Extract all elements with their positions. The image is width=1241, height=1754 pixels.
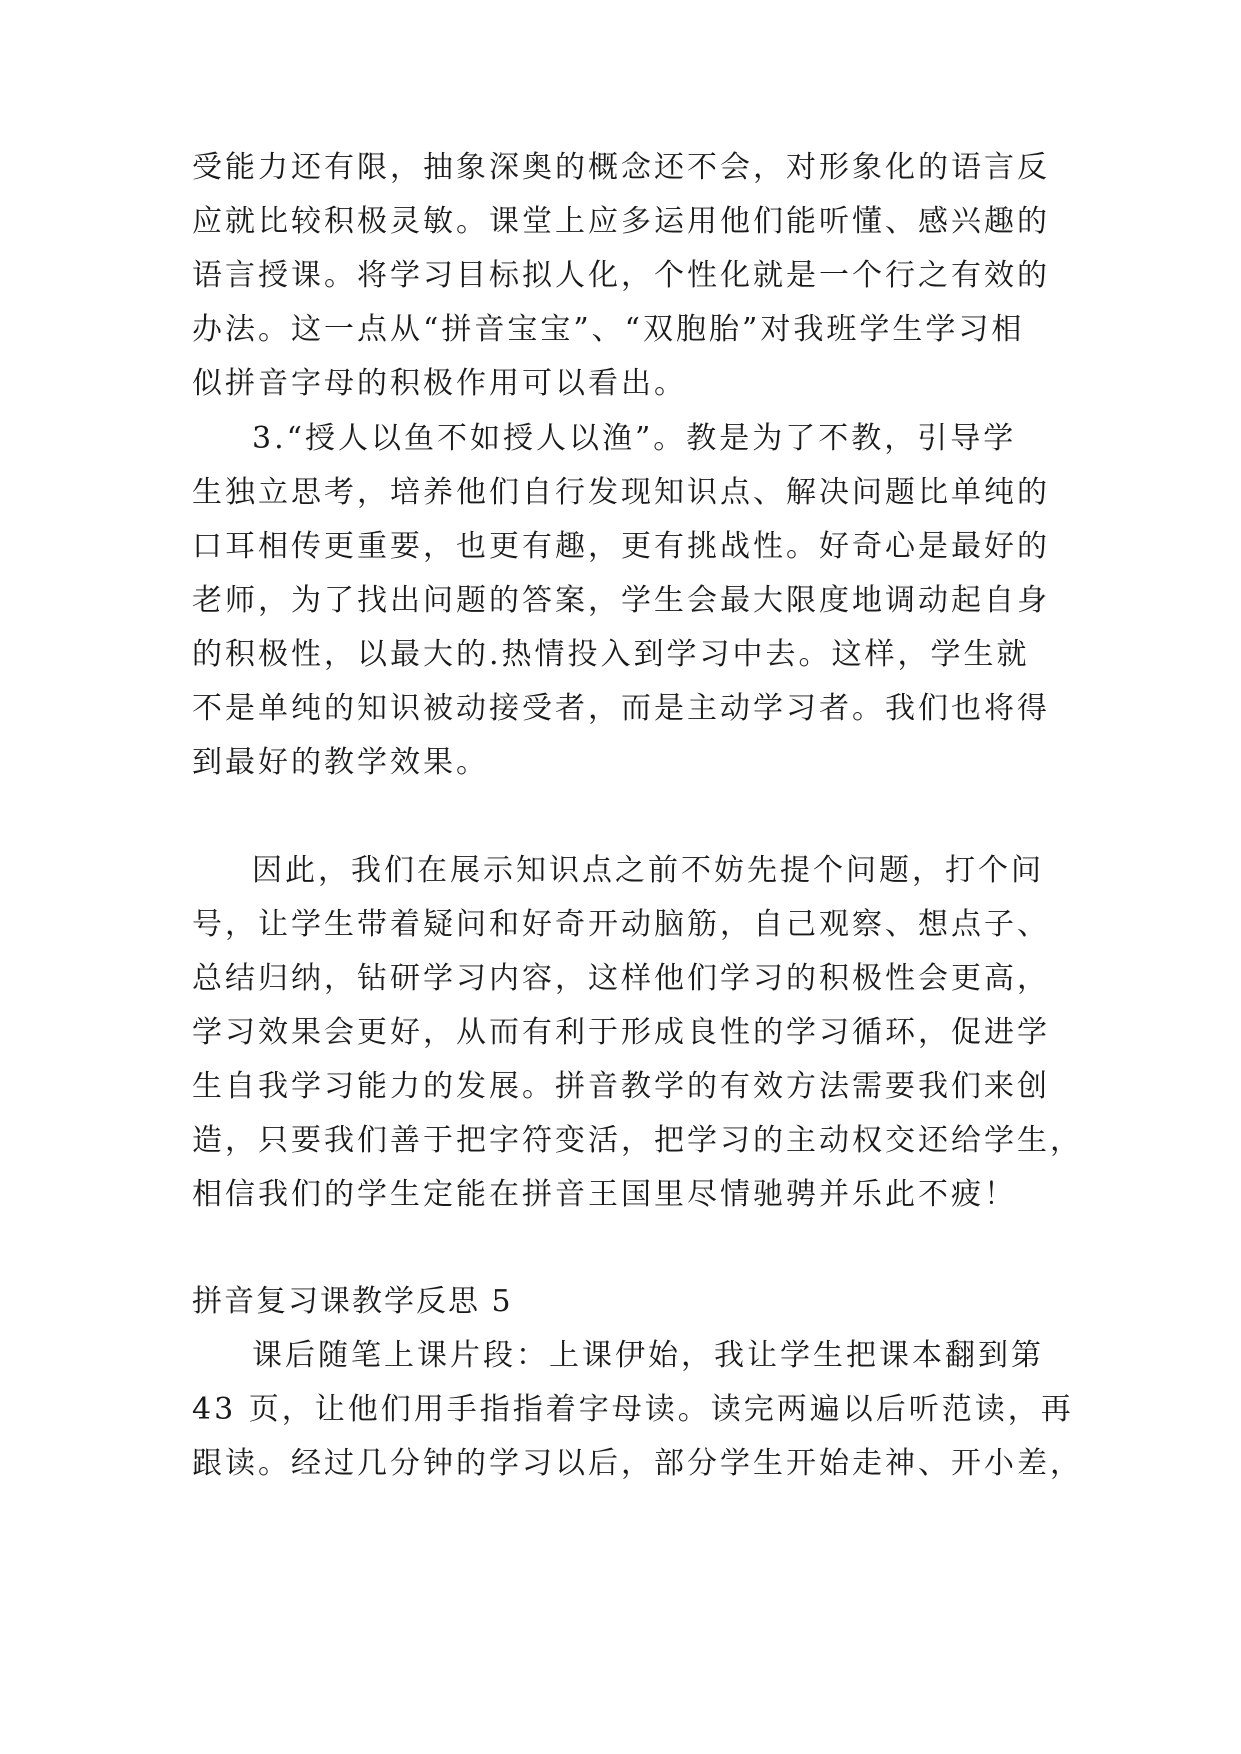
paragraph-line: 应就比较积极灵敏。课堂上应多运用他们能听懂、感兴趣的 [192, 204, 1050, 239]
paragraph-line: 老师，为了找出问题的答案，学生会最大限度地调动起自身 [192, 583, 1050, 618]
paragraph-line: 学习效果会更好，从而有利于形成良性的学习循环，促进学 [192, 1015, 1050, 1050]
paragraph-line: 语言授课。将学习目标拟人化，个性化就是一个行之有效的 [192, 258, 1050, 293]
section-heading: 拼音复习课教学反思 5 [192, 1284, 513, 1319]
paragraph-line: 受能力还有限，抽象深奥的概念还不会，对形象化的语言反 [192, 150, 1050, 185]
paragraph-line: 到最好的教学效果。 [192, 745, 489, 780]
paragraph-line: 号，让学生带着疑问和好奇开动脑筋，自己观察、想点子、 [192, 907, 1050, 942]
paragraph-line: 3.“授人以鱼不如授人以渔”。教是为了不教，引导学 [252, 421, 1017, 456]
paragraph-line: 不是单纯的知识被动接受者，而是主动学习者。我们也将得 [192, 691, 1050, 726]
paragraph-line: 造，只要我们善于把字符变活，把学习的主动权交还给学生， [192, 1123, 1083, 1158]
paragraph-line: 跟读。经过几分钟的学习以后，部分学生开始走神、开小差， [192, 1446, 1083, 1481]
paragraph-line: 似拼音字母的积极作用可以看出。 [192, 366, 687, 401]
paragraph-line: 办法。这一点从“拼音宝宝”、“双胞胎”对我班学生学习相 [192, 312, 1025, 347]
paragraph-line: 生自我学习能力的发展。拼音教学的有效方法需要我们来创 [192, 1069, 1050, 1104]
paragraph-line: 总结归纳，钻研学习内容，这样他们学习的积极性会更高， [192, 961, 1050, 996]
paragraph-line: 因此，我们在展示知识点之前不妨先提个问题，打个问 [252, 853, 1044, 888]
paragraph-line: 的积极性，以最大的.热情投入到学习中去。这样，学生就 [192, 637, 1030, 672]
paragraph-line: 43 页，让他们用手指指着字母读。读完两遍以后听范读，再 [192, 1392, 1074, 1427]
paragraph-line: 生独立思考，培养他们自行发现知识点、解决问题比单纯的 [192, 475, 1050, 510]
paragraph-line: 课后随笔上课片段：上课伊始，我让学生把课本翻到第 [252, 1338, 1044, 1373]
paragraph-line: 口耳相传更重要，也更有趣，更有挑战性。好奇心是最好的 [192, 529, 1050, 564]
paragraph-line: 相信我们的学生定能在拼音王国里尽情驰骋并乐此不疲！ [192, 1177, 1017, 1212]
